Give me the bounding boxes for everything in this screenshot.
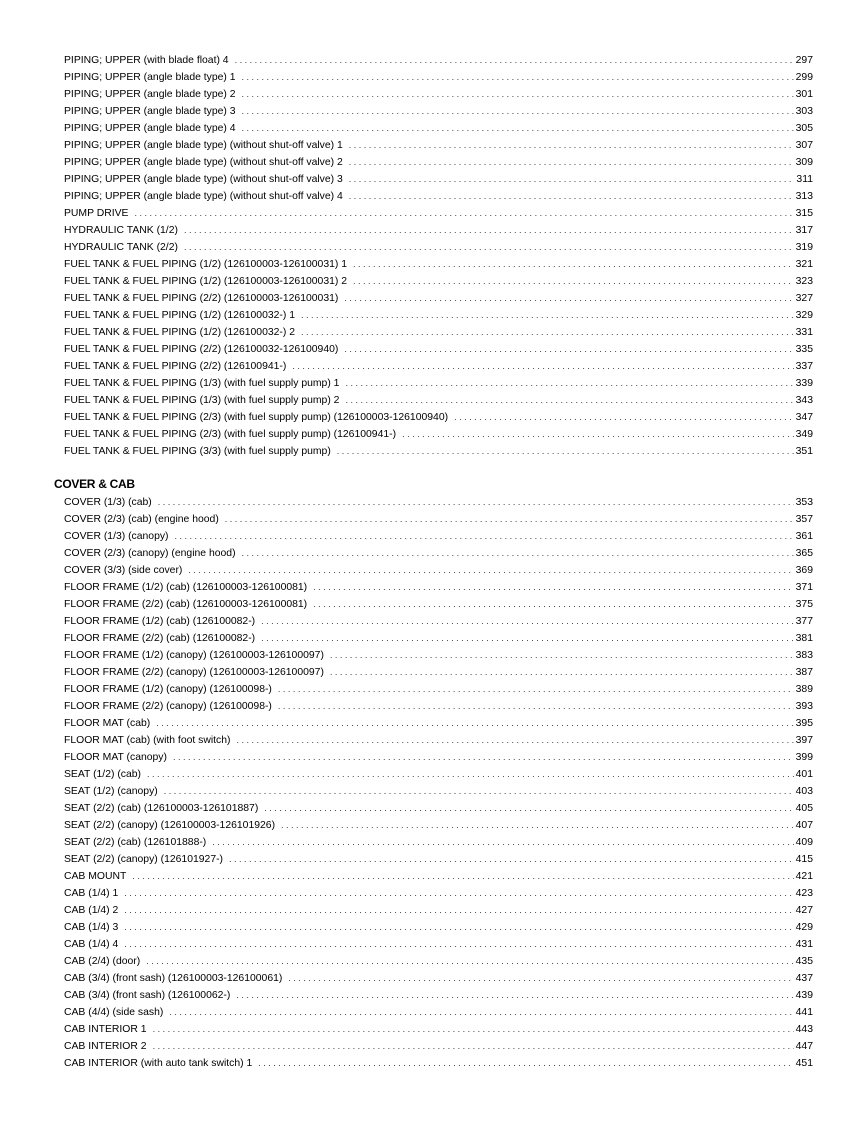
dot-leader bbox=[345, 375, 793, 392]
toc-entry-title: SEAT (2/2) (cab) (126101888-) bbox=[64, 837, 207, 848]
dot-leader bbox=[349, 154, 794, 171]
toc-entry[interactable] bbox=[64, 613, 813, 630]
dot-leader bbox=[330, 647, 794, 664]
toc-entry-page-number: 401 bbox=[795, 769, 813, 780]
toc-entry-title: CAB (3/4) (front sash) (126100003-126100061) bbox=[64, 973, 283, 984]
toc-entry-title: CAB INTERIOR (with auto tank switch) 1 bbox=[64, 1058, 253, 1069]
toc-entry-title: SEAT (1/2) (canopy) bbox=[64, 786, 158, 797]
toc-entry-title: PIPING; UPPER (angle blade type) 2 bbox=[64, 89, 236, 100]
toc-entry-page-number: 397 bbox=[795, 735, 813, 746]
toc-entry-page-number: 409 bbox=[795, 837, 813, 848]
dot-leader bbox=[124, 919, 793, 936]
toc-entry-page-number: 353 bbox=[795, 497, 813, 508]
toc-entry-page-number: 383 bbox=[795, 650, 813, 661]
toc-entry-title: CAB INTERIOR 1 bbox=[64, 1024, 147, 1035]
toc-entry-title: COVER (1/3) (canopy) bbox=[64, 531, 169, 542]
toc-entry-page-number: 323 bbox=[795, 276, 813, 287]
toc-entry[interactable] bbox=[64, 1004, 813, 1021]
toc-entry-title: CAB (1/4) 4 bbox=[64, 939, 119, 950]
dot-leader bbox=[288, 970, 793, 987]
toc-entry[interactable] bbox=[64, 324, 813, 341]
toc-entry-page-number: 447 bbox=[795, 1041, 813, 1052]
dot-leader bbox=[158, 494, 794, 511]
dot-leader bbox=[235, 52, 794, 69]
dot-leader bbox=[278, 698, 794, 715]
dot-leader bbox=[242, 545, 794, 562]
toc-entry-title: FUEL TANK & FUEL PIPING (1/2) (126100032-) 2 bbox=[64, 327, 295, 338]
toc-entry-page-number: 307 bbox=[795, 140, 813, 151]
toc-entry[interactable] bbox=[64, 494, 813, 511]
toc-entry[interactable] bbox=[64, 902, 813, 919]
toc-entry-page-number: 347 bbox=[795, 412, 813, 423]
toc-entry-title: CAB INTERIOR 2 bbox=[64, 1041, 147, 1052]
toc-entry[interactable] bbox=[64, 970, 813, 987]
dot-leader bbox=[173, 749, 794, 766]
toc-entry[interactable] bbox=[64, 647, 813, 664]
toc-entry-title: FUEL TANK & FUEL PIPING (1/2) (126100003-126100031) 1 bbox=[64, 259, 348, 270]
dot-leader bbox=[175, 528, 794, 545]
toc-entry-page-number: 335 bbox=[795, 344, 813, 355]
toc-entry-title: FLOOR FRAME (2/2) (cab) (126100082-) bbox=[64, 633, 256, 644]
dot-leader bbox=[184, 239, 794, 256]
toc-entry-page-number: 437 bbox=[795, 973, 813, 984]
toc-entry-title: PIPING; UPPER (angle blade type) (without shut-off valve) 1 bbox=[64, 140, 343, 151]
toc-entry-page-number: 301 bbox=[795, 89, 813, 100]
toc-entry-title: FUEL TANK & FUEL PIPING (2/3) (with fuel supply pump) (126100003-126100940) bbox=[64, 412, 449, 423]
dot-leader bbox=[344, 290, 793, 307]
toc-entry-page-number: 315 bbox=[795, 208, 813, 219]
toc-entry[interactable] bbox=[64, 596, 813, 613]
toc-entry[interactable] bbox=[64, 307, 813, 324]
toc-entry[interactable] bbox=[64, 154, 813, 171]
toc-entry[interactable] bbox=[64, 86, 813, 103]
toc-entry-page-number: 337 bbox=[795, 361, 813, 372]
toc-entry-page-number: 309 bbox=[795, 157, 813, 168]
toc-entry-title: SEAT (2/2) (canopy) (126101927-) bbox=[64, 854, 224, 865]
dot-leader bbox=[281, 817, 794, 834]
toc-entry-title: CAB (1/4) 3 bbox=[64, 922, 119, 933]
toc-entry-page-number: 375 bbox=[795, 599, 813, 610]
toc-entry-title: PIPING; UPPER (angle blade type) (without shut-off valve) 3 bbox=[64, 174, 343, 185]
dot-leader bbox=[242, 86, 794, 103]
toc-entry-title: FLOOR MAT (canopy) bbox=[64, 752, 167, 763]
toc-entry[interactable] bbox=[64, 936, 813, 953]
toc-entry-title: PIPING; UPPER (angle blade type) 4 bbox=[64, 123, 236, 134]
toc-entry[interactable] bbox=[64, 834, 813, 851]
toc-entry-page-number: 381 bbox=[795, 633, 813, 644]
dot-leader bbox=[292, 358, 793, 375]
toc-entry[interactable] bbox=[64, 528, 813, 545]
toc-entry-page-number: 415 bbox=[795, 854, 813, 865]
dot-leader bbox=[124, 936, 793, 953]
toc-entry-page-number: 329 bbox=[795, 310, 813, 321]
toc-entry-page-number: 435 bbox=[795, 956, 813, 967]
toc-entry-page-number: 357 bbox=[795, 514, 813, 525]
toc-entry[interactable] bbox=[64, 562, 813, 579]
toc-entry-title: FUEL TANK & FUEL PIPING (2/2) (126100003-126100031) bbox=[64, 293, 339, 304]
toc-entry[interactable] bbox=[64, 409, 813, 426]
toc-entry-page-number: 361 bbox=[795, 531, 813, 542]
dot-leader bbox=[454, 409, 794, 426]
toc-entry[interactable] bbox=[64, 919, 813, 936]
toc-entry-page-number: 343 bbox=[795, 395, 813, 406]
toc-entry-page-number: 299 bbox=[795, 72, 813, 83]
toc-entry[interactable] bbox=[64, 987, 813, 1004]
toc-entry-page-number: 303 bbox=[795, 106, 813, 117]
toc-entry-title: FUEL TANK & FUEL PIPING (2/2) (126100941-) bbox=[64, 361, 287, 372]
toc-entry[interactable] bbox=[64, 443, 813, 460]
toc-entry-page-number: 429 bbox=[795, 922, 813, 933]
toc-entry-page-number: 311 bbox=[796, 174, 813, 185]
toc-entry[interactable] bbox=[64, 545, 813, 562]
toc-entry-page-number: 439 bbox=[795, 990, 813, 1001]
dot-leader bbox=[242, 69, 794, 86]
dot-leader bbox=[134, 205, 793, 222]
toc-entry[interactable] bbox=[64, 953, 813, 970]
toc-entry[interactable] bbox=[64, 205, 813, 222]
toc-entry[interactable] bbox=[64, 511, 813, 528]
toc-entry[interactable] bbox=[64, 171, 813, 188]
toc-entry-page-number: 427 bbox=[795, 905, 813, 916]
dot-leader bbox=[344, 341, 793, 358]
toc-entry-title: PIPING; UPPER (angle blade type) 3 bbox=[64, 106, 236, 117]
toc-entry-title: SEAT (2/2) (canopy) (126100003-126101926) bbox=[64, 820, 276, 831]
toc-entry-title: CAB (2/4) (door) bbox=[64, 956, 141, 967]
dot-leader bbox=[353, 273, 794, 290]
toc-entry-title: CAB MOUNT bbox=[64, 871, 127, 882]
toc-entry-page-number: 297 bbox=[795, 55, 813, 66]
toc-entry-title: PIPING; UPPER (angle blade type) 1 bbox=[64, 72, 236, 83]
toc-entry-page-number: 399 bbox=[795, 752, 813, 763]
toc-entry-page-number: 317 bbox=[795, 225, 813, 236]
toc-entry[interactable] bbox=[64, 664, 813, 681]
toc-entry[interactable] bbox=[64, 222, 813, 239]
dot-leader bbox=[156, 715, 793, 732]
dot-leader bbox=[301, 324, 794, 341]
dot-leader bbox=[337, 443, 794, 460]
dot-leader bbox=[261, 613, 794, 630]
toc-entry-page-number: 349 bbox=[795, 429, 813, 440]
dot-leader bbox=[349, 188, 794, 205]
toc-entry[interactable] bbox=[64, 732, 813, 749]
toc-entry-title: FLOOR FRAME (2/2) (cab) (126100003-126100081) bbox=[64, 599, 308, 610]
toc-entry-title: CAB (1/4) 2 bbox=[64, 905, 119, 916]
toc-entry[interactable] bbox=[64, 766, 813, 783]
toc-entry-page-number: 305 bbox=[795, 123, 813, 134]
dot-leader bbox=[242, 103, 794, 120]
toc-entry[interactable] bbox=[64, 885, 813, 902]
dot-leader bbox=[258, 1055, 793, 1072]
toc-entry-page-number: 327 bbox=[795, 293, 813, 304]
dot-leader bbox=[261, 630, 794, 647]
dot-leader bbox=[188, 562, 793, 579]
dot-leader bbox=[212, 834, 793, 851]
toc-entry-page-number: 431 bbox=[795, 939, 813, 950]
dot-leader bbox=[124, 902, 793, 919]
toc-entry[interactable] bbox=[64, 358, 813, 375]
toc-entry-title: FLOOR FRAME (1/2) (cab) (126100003-126100081) bbox=[64, 582, 308, 593]
toc-entry-title: FUEL TANK & FUEL PIPING (1/2) (126100003-126100031) 2 bbox=[64, 276, 348, 287]
dot-leader bbox=[169, 1004, 793, 1021]
toc-entry-page-number: 365 bbox=[795, 548, 813, 559]
toc-entry-title: FLOOR MAT (cab) (with foot switch) bbox=[64, 735, 231, 746]
toc-entry-title: PUMP DRIVE bbox=[64, 208, 129, 219]
toc-entry[interactable] bbox=[64, 1055, 813, 1072]
toc-entry-page-number: 319 bbox=[795, 242, 813, 253]
dot-leader bbox=[349, 171, 795, 188]
dot-leader bbox=[264, 800, 793, 817]
toc-entry[interactable] bbox=[64, 341, 813, 358]
toc-entry[interactable] bbox=[64, 749, 813, 766]
toc-entry-page-number: 369 bbox=[795, 565, 813, 576]
dot-leader bbox=[242, 120, 794, 137]
toc-entry[interactable] bbox=[64, 579, 813, 596]
toc-entry[interactable] bbox=[64, 426, 813, 443]
toc-entry[interactable] bbox=[64, 715, 813, 732]
dot-leader bbox=[153, 1038, 794, 1055]
toc-entry-page-number: 393 bbox=[795, 701, 813, 712]
toc-entry-title: SEAT (1/2) (cab) bbox=[64, 769, 141, 780]
toc-entry-title: HYDRAULIC TANK (1/2) bbox=[64, 225, 178, 236]
dot-leader bbox=[153, 1021, 794, 1038]
toc-entry-page-number: 403 bbox=[795, 786, 813, 797]
toc-entry-title: HYDRAULIC TANK (2/2) bbox=[64, 242, 178, 253]
toc-entry[interactable] bbox=[64, 188, 813, 205]
toc-entry-page-number: 395 bbox=[795, 718, 813, 729]
toc-entry-title: FUEL TANK & FUEL PIPING (2/3) (with fuel supply pump) (126100941-) bbox=[64, 429, 397, 440]
dot-leader bbox=[236, 732, 793, 749]
toc-entry-title: CAB (3/4) (front sash) (126100062-) bbox=[64, 990, 231, 1001]
toc-entry[interactable] bbox=[64, 1038, 813, 1055]
dot-leader bbox=[164, 783, 794, 800]
toc-entry-title: FUEL TANK & FUEL PIPING (1/3) (with fuel supply pump) 2 bbox=[64, 395, 340, 406]
toc-entry-page-number: 371 bbox=[795, 582, 813, 593]
toc-entry-title: CAB (1/4) 1 bbox=[64, 888, 119, 899]
toc-entry-title: COVER (2/3) (cab) (engine hood) bbox=[64, 514, 219, 525]
toc-entry[interactable] bbox=[64, 69, 813, 86]
dot-leader bbox=[330, 664, 794, 681]
toc-entry-page-number: 339 bbox=[795, 378, 813, 389]
toc-entry[interactable] bbox=[64, 52, 813, 69]
toc-entry-title: FLOOR FRAME (2/2) (canopy) (126100003-126100097) bbox=[64, 667, 324, 678]
dot-leader bbox=[353, 256, 794, 273]
toc-entry[interactable] bbox=[64, 273, 813, 290]
toc-entry-title: COVER (3/3) (side cover) bbox=[64, 565, 183, 576]
toc-entry-title: FUEL TANK & FUEL PIPING (3/3) (with fuel supply pump) bbox=[64, 446, 331, 457]
toc-entry[interactable] bbox=[64, 868, 813, 885]
toc-entry-title: SEAT (2/2) (cab) (126100003-126101887) bbox=[64, 803, 259, 814]
toc-entry-page-number: 441 bbox=[795, 1007, 813, 1018]
toc-entry-title: COVER (1/3) (cab) bbox=[64, 497, 152, 508]
toc-entry[interactable] bbox=[64, 783, 813, 800]
toc-entry[interactable] bbox=[64, 120, 813, 137]
dot-leader bbox=[345, 392, 793, 409]
dot-leader bbox=[147, 766, 794, 783]
toc-entry-page-number: 313 bbox=[795, 191, 813, 202]
toc-entry-page-number: 351 bbox=[795, 446, 813, 457]
toc-entry[interactable] bbox=[64, 103, 813, 120]
dot-leader bbox=[132, 868, 793, 885]
dot-leader bbox=[184, 222, 794, 239]
toc-entry-title: FLOOR FRAME (1/2) (canopy) (126100003-126100097) bbox=[64, 650, 324, 661]
toc-entry[interactable] bbox=[64, 630, 813, 647]
toc-entry-title: FUEL TANK & FUEL PIPING (2/2) (126100032-126100940) bbox=[64, 344, 339, 355]
toc-entry[interactable] bbox=[64, 800, 813, 817]
toc-entry-title: FLOOR FRAME (2/2) (canopy) (126100098-) bbox=[64, 701, 272, 712]
toc-entry-page-number: 321 bbox=[795, 259, 813, 270]
toc-entry-page-number: 405 bbox=[795, 803, 813, 814]
toc-entry-page-number: 377 bbox=[795, 616, 813, 627]
dot-leader bbox=[278, 681, 794, 698]
toc-entry-title: FLOOR MAT (cab) bbox=[64, 718, 151, 729]
toc-entry-title: FUEL TANK & FUEL PIPING (1/3) (with fuel supply pump) 1 bbox=[64, 378, 340, 389]
toc-entry[interactable] bbox=[64, 375, 813, 392]
toc-entry[interactable] bbox=[64, 698, 813, 715]
dot-leader bbox=[225, 511, 794, 528]
section-heading-cover-cab: COVER & CAB bbox=[54, 477, 135, 491]
toc-entry-title: FLOOR FRAME (1/2) (cab) (126100082-) bbox=[64, 616, 256, 627]
dot-leader bbox=[229, 851, 794, 868]
toc-entry[interactable] bbox=[64, 290, 813, 307]
toc-entry-title: PIPING; UPPER (with blade float) 4 bbox=[64, 55, 229, 66]
toc-entry[interactable] bbox=[64, 137, 813, 154]
toc-entry[interactable] bbox=[64, 392, 813, 409]
toc-entry-page-number: 423 bbox=[795, 888, 813, 899]
toc-entry-title: FUEL TANK & FUEL PIPING (1/2) (126100032-) 1 bbox=[64, 310, 295, 321]
toc-entry[interactable] bbox=[64, 817, 813, 834]
toc-entry[interactable] bbox=[64, 681, 813, 698]
toc-entry-page-number: 407 bbox=[795, 820, 813, 831]
toc-entry[interactable] bbox=[64, 239, 813, 256]
dot-leader bbox=[124, 885, 793, 902]
toc-entry-page-number: 387 bbox=[795, 667, 813, 678]
toc-entry[interactable] bbox=[64, 851, 813, 868]
toc-entry-page-number: 421 bbox=[795, 871, 813, 882]
toc-entry-page-number: 443 bbox=[795, 1024, 813, 1035]
dot-leader bbox=[146, 953, 793, 970]
toc-entry-page-number: 451 bbox=[795, 1058, 813, 1069]
toc-entry-page-number: 389 bbox=[795, 684, 813, 695]
dot-leader bbox=[236, 987, 793, 1004]
dot-leader bbox=[313, 596, 794, 613]
toc-entry-title: PIPING; UPPER (angle blade type) (without shut-off valve) 4 bbox=[64, 191, 343, 202]
toc-entry-page-number: 331 bbox=[795, 327, 813, 338]
dot-leader bbox=[313, 579, 794, 596]
dot-leader bbox=[301, 307, 794, 324]
toc-entry-title: COVER (2/3) (canopy) (engine hood) bbox=[64, 548, 236, 559]
toc-entry-title: FLOOR FRAME (1/2) (canopy) (126100098-) bbox=[64, 684, 272, 695]
toc-entry[interactable] bbox=[64, 256, 813, 273]
toc-entry[interactable] bbox=[64, 1021, 813, 1038]
dot-leader bbox=[349, 137, 794, 154]
toc-entry-title: CAB (4/4) (side sash) bbox=[64, 1007, 164, 1018]
toc-entry-title: PIPING; UPPER (angle blade type) (without shut-off valve) 2 bbox=[64, 157, 343, 168]
dot-leader bbox=[402, 426, 794, 443]
